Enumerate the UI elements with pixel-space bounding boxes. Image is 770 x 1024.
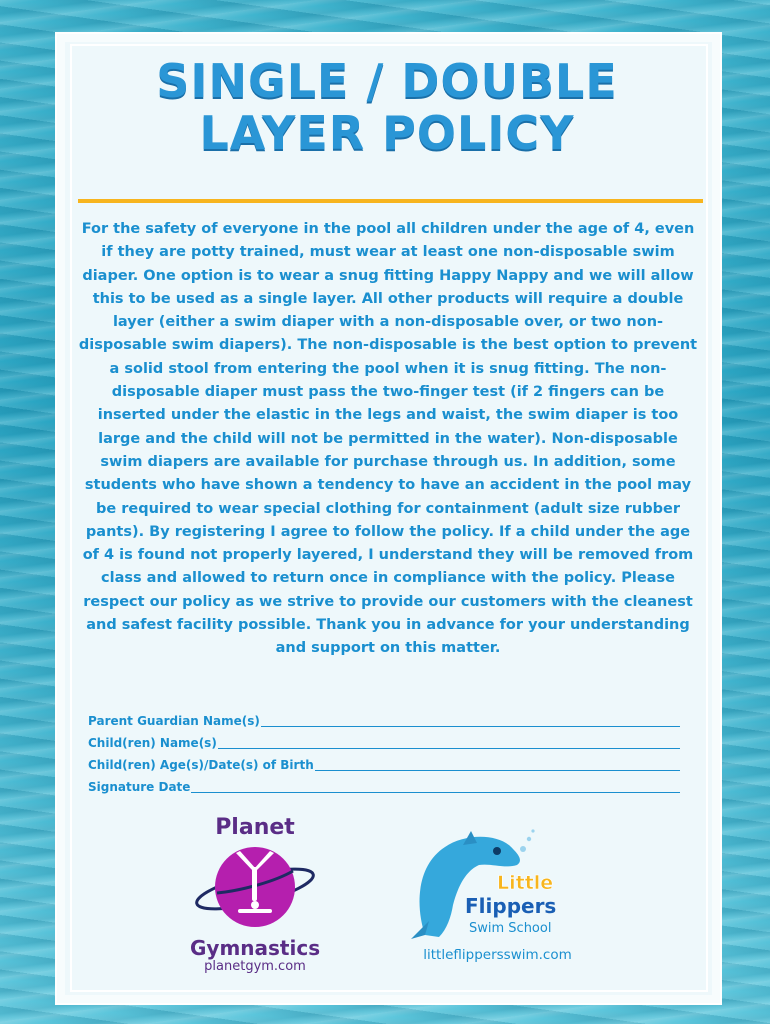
flippers-little-word: Little: [497, 872, 554, 894]
child-age-field[interactable]: [88, 754, 680, 776]
planet-logo-word: Planet: [215, 815, 295, 840]
parent-name-field[interactable]: [88, 710, 680, 732]
title-line-2: LAYER POLICY: [199, 106, 575, 160]
title-line-1: SINGLE / DOUBLE: [156, 54, 618, 108]
child-age-label: Child(ren) Age(s)/Date(s) of Birth: [88, 758, 314, 772]
page-title: [70, 55, 704, 159]
child-name-line[interactable]: [218, 748, 680, 749]
parent-name-label: Parent Guardian Name(s): [88, 714, 260, 728]
planet-logo-url: planetgym.com: [204, 959, 306, 974]
gymnast-planet-icon: [190, 841, 320, 933]
signature-label: Signature Date: [88, 780, 191, 794]
flippers-swim-school: Swim School: [469, 921, 552, 936]
flippers-url: littleflippersswim.com: [423, 947, 572, 963]
child-name-field[interactable]: [88, 732, 680, 754]
flippers-flippers-word: Flippers: [465, 894, 557, 918]
signature-field[interactable]: [88, 776, 680, 798]
planet-logo-gymnastics: Gymnastics: [190, 936, 321, 960]
dolphin-icon: [405, 825, 590, 945]
child-name-label: Child(ren) Name(s): [88, 736, 217, 750]
planet-gymnastics-logo: [190, 815, 320, 975]
signature-line[interactable]: [191, 792, 680, 793]
policy-paragraph: For the safety of everyone in the pool all children under the age of 4, even if they are potty trained, must wear at least one non-disposable swim diaper. One option is to wear a snug fitting Happy Nappy and we will allow this to be used as a single layer. All other products will require a double layer (either a swim diaper with a non-disposable over, or two non-disposable swim diapers). The non-disposable is the best option to prevent a solid stool from entering the pool when it is snug fitting. The non-disposable diaper must pass the two-finger test (if 2 fingers can be inserted under the elastic in the legs and waist, the swim diaper is too large and the child will not be permitted in the water). Non-disposable swim diapers are available for purchase through us. In addition, some students who have shown a tendency to have an accident in the pool may be required to wear special clothing for containment (adult size rubber pants). By registering I agree to follow the policy. If a child under the age of 4 is found not properly layered, I understand they will be removed from class and allowed to return once in compliance with the policy. Please respect our policy as we strive to provide our customers with the cleanest and safest facility possible. Thank you in advance for your understanding and support on this matter.: [78, 221, 698, 657]
signature-form: [88, 710, 680, 798]
title-divider: [78, 199, 703, 203]
child-age-line[interactable]: [315, 770, 680, 771]
parent-name-line[interactable]: [261, 726, 680, 727]
